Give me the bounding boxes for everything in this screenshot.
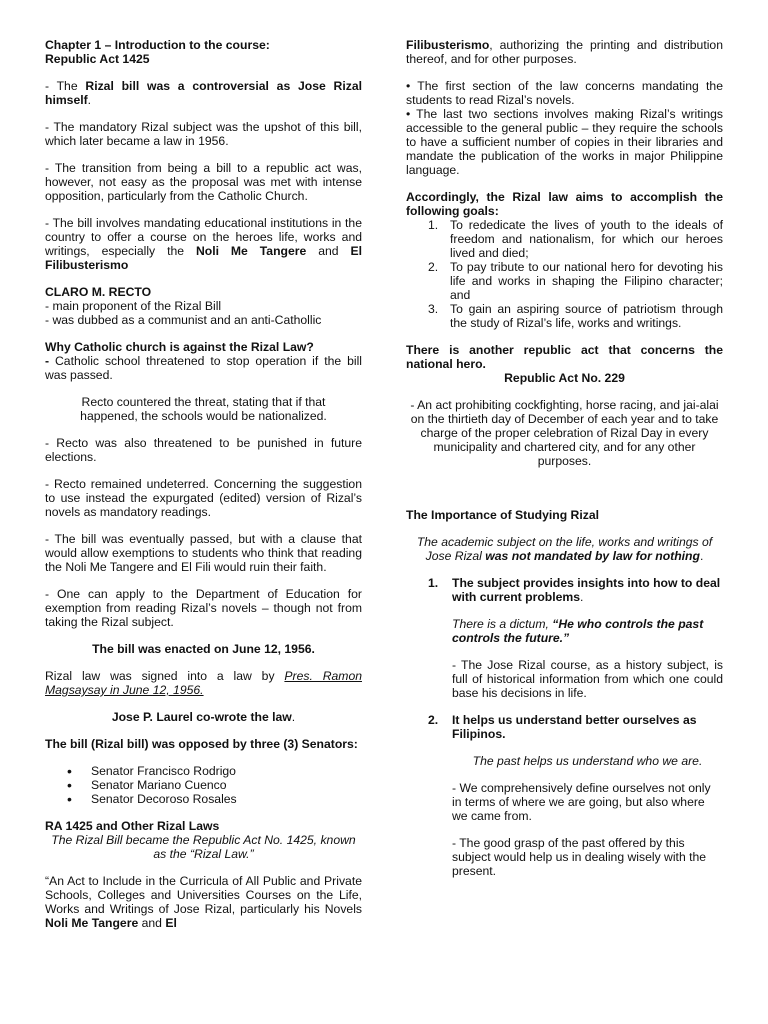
chapter-title: Chapter 1 – Introduction to the course: bbox=[45, 38, 270, 52]
recto-counter: Recto countered the threat, stating that if that happened, the schools would be nationalized. bbox=[80, 395, 327, 423]
paragraph-undeterred: - Recto remained undeterred. Concerning the suggestion to use instead the expurgated (edited) version of Rizal’s novels as mandatory readings. bbox=[45, 477, 362, 519]
act-title: “An Act to Include in the Curricula of All Public and Private Schools, Colleges and Universities Courses on the Life, Works and Writings of Jose Rizal, particularly his Novels Noli Me Tangere and El bbox=[45, 874, 362, 930]
why-text: - Catholic school threatened to stop operation if the bill was passed. bbox=[45, 354, 362, 382]
right-column bbox=[406, 38, 723, 891]
ra-heading: RA 1425 and Other Rizal Laws bbox=[45, 819, 220, 833]
senators-list bbox=[45, 764, 362, 806]
ra229-title: Republic Act No. 229 bbox=[504, 371, 625, 385]
goals-heading: Accordingly, the Rizal law aims to accomplish the following goals: bbox=[406, 190, 723, 218]
act-continuation: Filibusterismo, authorizing the printing and distribution thereof, and for other purposes. bbox=[406, 38, 723, 66]
list-item: 2. To pay tribute to our national hero for devoting his life and works in shaping the Filipino character; and bbox=[428, 260, 723, 302]
paragraph-upshot: - The mandatory Rizal subject was the upshot of this bill, which later became a law in 1956. bbox=[45, 120, 362, 148]
list-item: 3. To gain an aspiring source of patriotism through the study of Rizal’s life, works and writings. bbox=[428, 302, 723, 330]
chapter-subtitle: Republic Act 1425 bbox=[45, 52, 150, 66]
importance-item-1-title: The subject provides insights into how to deal with current problems. bbox=[452, 576, 721, 604]
importance-intro: The academic subject on the life, works and writings of Jose Rizal was not mandated by law for nothing. bbox=[416, 535, 713, 563]
signed-line: Rizal law was signed into a law by Pres. Ramon Magsaysay in June 12, 1956. bbox=[45, 669, 362, 697]
paragraph-exemption: - One can apply to the Department of Education for exemption from reading Rizal’s novels – though not from taking the Rizal subject. bbox=[45, 587, 362, 629]
why-heading: Why Catholic church is against the Rizal Law? bbox=[45, 340, 314, 354]
list-item: • Senator Francisco Rodrigo bbox=[67, 764, 362, 778]
recto-line-2: - was dubbed as a communist and an anti-Cathollic bbox=[45, 313, 322, 327]
list-item: 2. It helps us understand better ourselves as Filipinos. The past helps us understand who we are. - We comprehensively define ourselves not only in terms of where we are going, but also where we came from. - The good grasp of the past offered by this subject would help us in dealing wisely with the present. bbox=[406, 713, 723, 878]
paragraph-passed: - The bill was eventually passed, but with a clause that would allow exemptions to students who think that reading the Noli Me Tangere and El Fili would ruin their faith. bbox=[45, 532, 362, 574]
recto-heading: CLARO M. RECTO bbox=[45, 285, 152, 299]
history-paragraph: - The Jose Rizal course, as a history subject, is full of historical information from which one could base his decisions in life. bbox=[452, 658, 723, 700]
list-item: • Senator Decoroso Rosales bbox=[67, 792, 362, 806]
opposed-heading: The bill (Rizal bill) was opposed by three (3) Senators: bbox=[45, 737, 358, 751]
paragraph-mandating: - The bill involves mandating educational institutions in the country to offer a course on the heroes life, works and writings, especially the Noli Me Tangere and El Filibusterismo bbox=[45, 216, 362, 272]
recto-line-1: - main proponent of the Rizal Bill bbox=[45, 299, 222, 313]
list-item: 1. The subject provides insights into how to deal with current problems. There is a dictum, “He who controls the past controls the future.” - The Jose Rizal course, as a history subject, is full of historical information from which one could base his decisions in life. bbox=[428, 576, 723, 700]
enacted-line: The bill was enacted on June 12, 1956. bbox=[92, 642, 315, 656]
another-act-heading: There is another republic act that concerns the national hero. bbox=[406, 343, 723, 371]
ra-italic: The Rizal Bill became the Republic Act No. 1425, known as the “Rizal Law.” bbox=[51, 833, 356, 861]
grasp-paragraph: - The good grasp of the past offered by this subject would help us in dealing wisely with the present. bbox=[452, 836, 707, 878]
bullet-first-section: • The first section of the law concerns mandating the students to read Rizal’s novels. bbox=[406, 79, 723, 107]
dictum-line: There is a dictum, “He who controls the past controls the future.” bbox=[452, 617, 704, 645]
list-item: • Senator Mariano Cuenco bbox=[67, 778, 362, 792]
paragraph-transition: - The transition from being a bill to a republic act was, however, not easy as the proposal was met with intense opposition, particularly from the Catholic Church. bbox=[45, 161, 362, 203]
importance-heading: The Importance of Studying Rizal bbox=[406, 508, 599, 522]
ra229-description: - An act prohibiting cockfighting, horse racing, and jai-alai on the thirtieth day of December of each year and to take charge of the proper celebration of Rizal Day in every municipality and chartered city, and for any other purposes. bbox=[410, 398, 719, 468]
importance-item-2-title: It helps us understand better ourselves as Filipinos. bbox=[452, 713, 697, 741]
magsaysay-link[interactable]: Pres. Ramon Magsaysay in June 12, 1956. bbox=[45, 669, 362, 697]
past-italic-line: The past helps us understand who we are. bbox=[472, 754, 703, 768]
laurel-line: Jose P. Laurel co-wrote the law. bbox=[111, 710, 296, 724]
define-paragraph: - We comprehensively define ourselves not only in terms of where we are going, but also where we came from. bbox=[452, 781, 711, 823]
paragraph-controversial: - The Rizal bill was a controversial as Jose Rizal himself. bbox=[45, 79, 362, 107]
left-column bbox=[45, 38, 362, 943]
goals-list bbox=[406, 218, 723, 330]
bullet-last-sections: • The last two sections involves making Rizal’s writings accessible to the general public – they require the schools to have a sufficient number of copies in their libraries and mandate the publication of the works in major Philippine language. bbox=[406, 107, 723, 177]
importance-list bbox=[406, 576, 723, 878]
paragraph-threatened: - Recto was also threatened to be punished in future elections. bbox=[45, 436, 362, 464]
list-item: 1. To rededicate the lives of youth to the ideals of freedom and nationalism, for which our heroes lived and died; bbox=[428, 218, 723, 260]
